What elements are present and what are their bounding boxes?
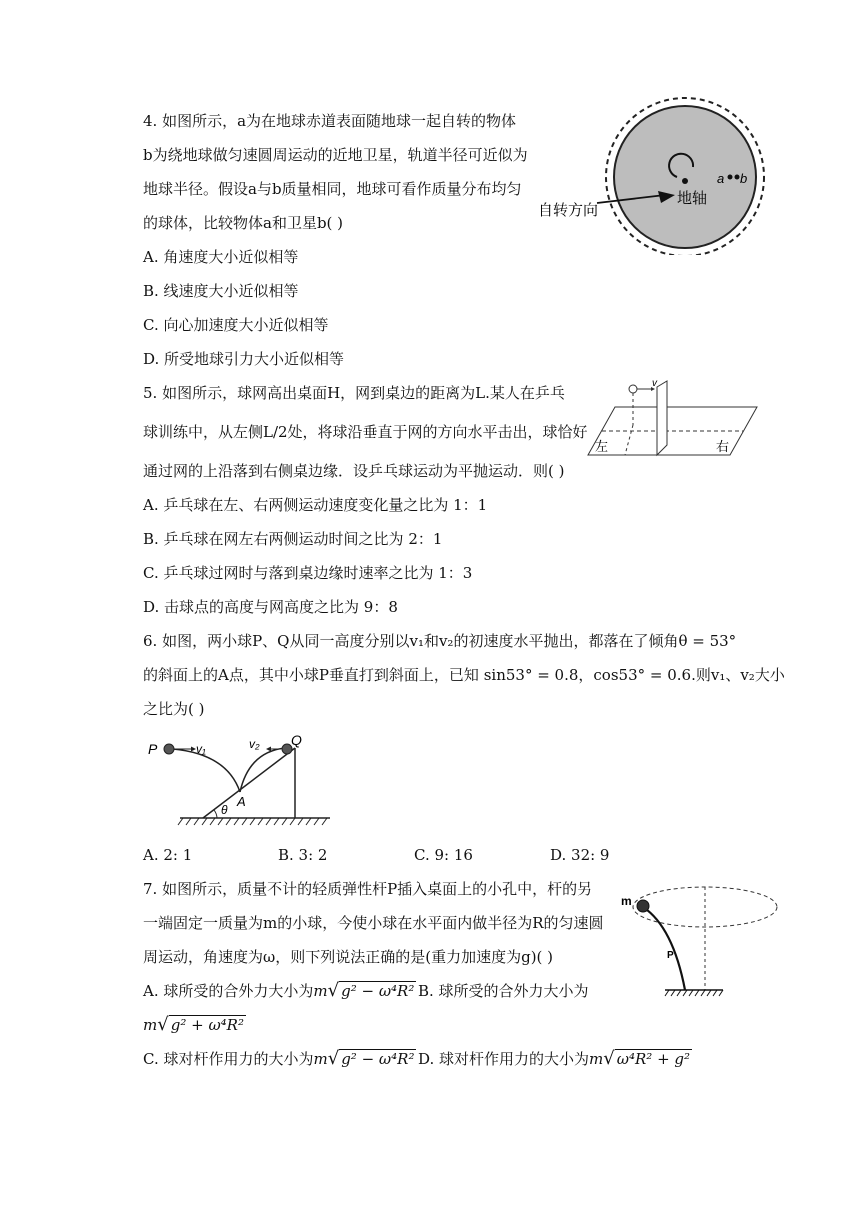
label-a: a [717, 171, 725, 186]
q4-option-c: C. 向心加速度大小近似相等 [143, 316, 329, 334]
q4-line-3: 地球半径。假设a与b质量相同，地球可看作质量分布均匀 [143, 180, 522, 198]
label-m: m [621, 894, 632, 908]
label-v2: v₂ [249, 737, 260, 751]
q7-option-a-expr: g² − ω⁴R² [341, 982, 415, 1000]
table-tennis-figure [585, 375, 760, 460]
q7-option-b: B. 球所受的合外力大小为 [418, 982, 589, 1000]
q5-line-3: 通过网的上沿落到右侧桌边缘．设乒乓球运动为平抛运动．则( ) [143, 462, 565, 480]
label-b: b [740, 171, 748, 186]
label-a-point: A [237, 794, 246, 809]
label-theta: θ [221, 803, 228, 817]
label-p: P [148, 741, 158, 757]
earth-axis-label: 地轴 [677, 190, 708, 207]
q6-line-2: 的斜面上的A点，其中小球P垂直打到斜面上，已知 sin53° = 0.8，cos53° = 0.6.则v₁、v₂大小 [143, 666, 785, 684]
q5-option-b: B. 乒乓球在网左右两侧运动时间之比为 2：1 [143, 530, 443, 548]
label-v1: v₁ [196, 742, 206, 756]
q4-line-2: b为绕地球做匀速圆周运动的近地卫星，轨道半径可近似为 [143, 146, 528, 164]
q5-line-2: 球训练中，从左侧L/2处，将球沿垂直于网的方向水平击出，球恰好 [143, 423, 588, 441]
trajectory-p [173, 749, 240, 792]
q6-option-d: D. 32: 9 [550, 846, 610, 864]
q4-option-b: B. 线速度大小近似相等 [143, 282, 299, 300]
q4-line-1: 4. 如图所示，a为在地球赤道表面随地球一起自转的物体 [143, 112, 517, 130]
satellite-b-dot [735, 175, 740, 180]
q7-option-d-expr: ω⁴R² + g² [616, 1050, 691, 1068]
q7-line-1: 7. 如图所示，质量不计的轻质弹性杆P插入桌面上的小孔中，杆的另 [143, 880, 593, 898]
q4-option-d: D. 所受地球引力大小近似相等 [143, 350, 345, 368]
ball-p [164, 744, 174, 754]
velocity-label: v [652, 378, 657, 389]
q7-option-d: D. 球对杆作用力的大小为m√ ω⁴R² + g² [418, 1048, 691, 1069]
q7-option-c: C. 球对杆作用力的大小为m√ g² − ω⁴R² [143, 1048, 415, 1069]
label-q: Q [291, 732, 302, 748]
label-rod-p: P [667, 950, 674, 961]
q4-line-4: 的球体，比较物体a和卫星b( ) [143, 214, 344, 232]
q6-option-a: A. 2: 1 [143, 846, 193, 864]
incline [203, 748, 295, 818]
ball [629, 385, 637, 393]
elastic-rod-figure [615, 872, 785, 1002]
q6-option-c: C. 9: 16 [414, 846, 473, 864]
left-side-label: 左 [595, 439, 609, 454]
ball-m [637, 900, 649, 912]
q6-line-1: 6. 如图，两小球P、Q从同一高度分别以v₁和v₂的初速度水平抛出，都落在了倾角θ = 53° [143, 632, 737, 650]
q6-option-b: B. 3: 2 [278, 846, 328, 864]
projectile-incline-figure [145, 730, 340, 830]
q7-line-3: 周运动，角速度为ω，则下列说法正确的是(重力加速度为g)( ) [143, 948, 554, 966]
q5-option-c: C. 乒乓球过网时与落到桌边缘时速率之比为 1：3 [143, 564, 473, 582]
q4-option-a: A. 角速度大小近似相等 [143, 248, 299, 266]
q7-option-a: A. 球所受的合外力大小为m√ g² − ω⁴R² [143, 980, 415, 1001]
earth-center [682, 178, 688, 184]
earth-rotation-figure [535, 95, 765, 255]
q7-option-b-expr-line: m√ g² + ω⁴R² [143, 1014, 244, 1035]
q5-option-d: D. 击球点的高度与网高度之比为 9：8 [143, 598, 398, 616]
q7-option-b-expr: g² + ω⁴R² [170, 1016, 244, 1034]
q5-option-a: A. 乒乓球在左、右两侧运动速度变化量之比为 1：1 [143, 496, 488, 514]
q7-line-2: 一端固定一质量为m的小球，今使小球在水平面内做半径为R的匀速圆 [143, 914, 604, 932]
rotation-direction-label: 自转方向 [538, 202, 599, 219]
q5-line-1: 5. 如图所示，球网高出桌面H，网到桌边的距离为L.某人在乒乓 [143, 384, 565, 402]
theta-arc [214, 810, 217, 818]
net [657, 381, 667, 455]
right-side-label: 右 [716, 439, 730, 454]
object-a-dot [728, 175, 733, 180]
q7-option-c-expr: g² − ω⁴R² [341, 1050, 415, 1068]
q6-line-3: 之比为( ) [143, 700, 205, 718]
